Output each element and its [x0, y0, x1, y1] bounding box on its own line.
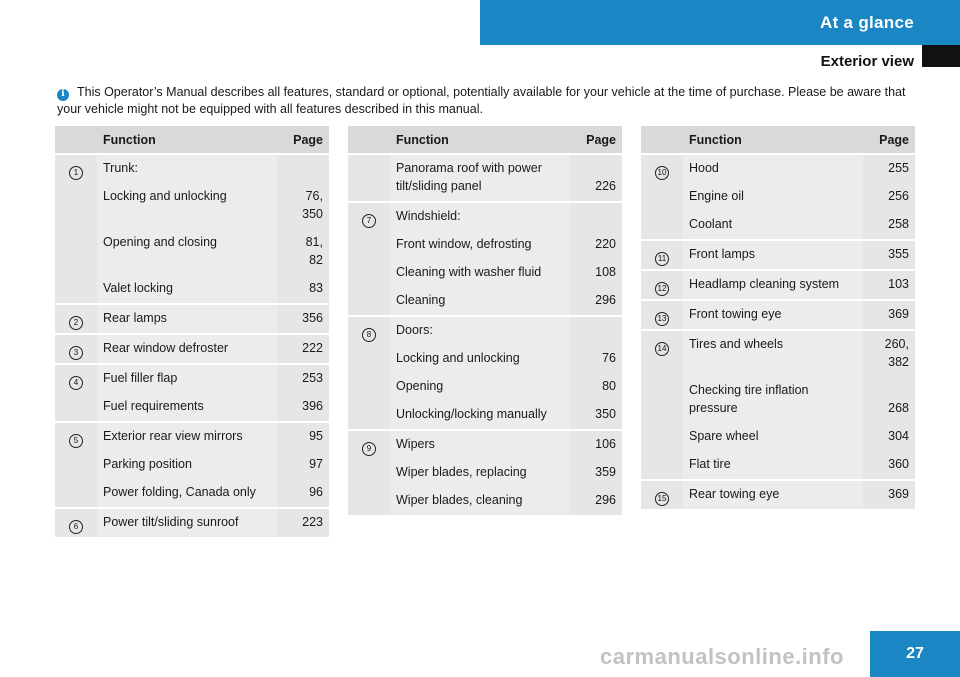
function-entry [97, 335, 277, 363]
header-function: Function [97, 126, 277, 154]
function-cell [97, 364, 277, 422]
table-row [348, 430, 622, 516]
page-ref: 253 [302, 371, 323, 385]
function-entry [683, 211, 863, 239]
header-page: Page [277, 126, 329, 154]
item-number-badge: 12 [655, 282, 669, 296]
item-number-cell [55, 508, 97, 538]
table-row [55, 334, 329, 364]
page-ref: 360 [888, 457, 909, 471]
function-entry [683, 481, 863, 509]
function-cell [683, 480, 863, 510]
function-text: Opening and closing [103, 235, 217, 249]
function-cell [683, 300, 863, 330]
function-entry [390, 401, 570, 429]
item-number-badge: 1 [69, 166, 83, 180]
function-table-3 [641, 126, 915, 511]
table-row [641, 240, 915, 270]
table-row [641, 154, 915, 240]
function-text: Front lamps [689, 247, 755, 261]
page-ref: 369 [888, 307, 909, 321]
function-entry [683, 271, 863, 299]
section-title: At a glance [820, 12, 914, 32]
page-ref: 260, 382 [884, 337, 909, 369]
page-cell [570, 316, 622, 430]
page-ref: 268 [888, 401, 909, 415]
page-cell [863, 480, 915, 510]
function-entry [97, 451, 277, 479]
header-page: Page [570, 126, 622, 154]
function-text: Headlamp cleaning system [689, 277, 840, 291]
function-text: Tires and wheels [689, 337, 784, 351]
function-text: Opening [396, 379, 444, 393]
function-entry [390, 373, 570, 401]
function-text: Wiper blades, replacing [396, 465, 527, 479]
function-text: Fuel filler flap [103, 371, 178, 385]
page-ref: 296 [595, 493, 616, 507]
function-entry [390, 259, 570, 287]
item-number-badge: 3 [69, 346, 83, 360]
function-text: Flat tire [689, 457, 731, 471]
function-entry [97, 393, 277, 421]
function-text: Unlocking/locking manually [396, 407, 547, 421]
header-num-cell [641, 126, 683, 154]
table-header-row [641, 126, 915, 154]
page-ref: 296 [595, 293, 616, 307]
page-ref: 220 [595, 237, 616, 251]
table-row [641, 330, 915, 480]
function-cell [97, 334, 277, 364]
function-text: Front towing eye [689, 307, 782, 321]
item-number-badge: 8 [362, 328, 376, 342]
function-text: Exterior rear view mirrors [103, 429, 243, 443]
header-num-cell [55, 126, 97, 154]
table-row [641, 270, 915, 300]
page-ref: 350 [595, 407, 616, 421]
function-entry [97, 479, 277, 507]
function-entry [390, 345, 570, 373]
item-number-badge: 11 [655, 252, 669, 266]
page-ref: 222 [302, 341, 323, 355]
item-number-badge: 4 [69, 376, 83, 390]
page-ref: 83 [309, 281, 323, 295]
function-text: Cleaning [396, 293, 446, 307]
item-number-badge: 7 [362, 214, 376, 228]
function-table-1 [55, 126, 329, 539]
function-cell [683, 330, 863, 480]
function-cell [97, 508, 277, 538]
item-number-badge: 6 [69, 520, 83, 534]
page-number-text: 27 [906, 645, 924, 662]
function-entry [683, 155, 863, 183]
page-cell [863, 330, 915, 480]
function-text: Doors: [396, 323, 433, 337]
page-ref: 256 [888, 189, 909, 203]
table-row [641, 300, 915, 330]
function-entry [683, 377, 863, 423]
page-cell [863, 300, 915, 330]
function-entry [390, 317, 570, 345]
page-ref: 223 [302, 515, 323, 529]
item-number-badge: 13 [655, 312, 669, 326]
page-cell [570, 202, 622, 316]
function-text: Trunk: [103, 161, 138, 175]
page-cell [570, 154, 622, 202]
page-ref: 355 [888, 247, 909, 261]
function-text: Power tilt/sliding sunroof [103, 515, 239, 529]
item-number-cell [55, 422, 97, 508]
function-entry [97, 509, 277, 537]
page-ref: 359 [595, 465, 616, 479]
item-number-cell [55, 364, 97, 422]
function-text: Valet locking [103, 281, 173, 295]
item-number-cell [641, 330, 683, 480]
function-cell [683, 270, 863, 300]
function-text: Engine oil [689, 189, 744, 203]
item-number-badge: 2 [69, 316, 83, 330]
table-header-row [55, 126, 329, 154]
item-number-badge: 15 [655, 492, 669, 506]
function-text: Locking and unlocking [396, 351, 520, 365]
table-header-row [348, 126, 622, 154]
item-number-cell [348, 430, 390, 516]
page-ref: 226 [595, 179, 616, 193]
page-ref: 369 [888, 487, 909, 501]
item-number-cell [55, 154, 97, 304]
function-entry [97, 155, 277, 183]
function-text: Panorama roof with power tilt/sliding panel [396, 161, 542, 193]
page-ref: 106 [595, 437, 616, 451]
function-entry [390, 287, 570, 315]
info-icon: i [57, 89, 69, 101]
page-ref [277, 155, 329, 183]
section-header [480, 0, 960, 45]
function-text: Rear towing eye [689, 487, 780, 501]
header-function: Function [390, 126, 570, 154]
table-row [55, 364, 329, 422]
function-entry [683, 331, 863, 377]
info-note [57, 84, 917, 118]
page-ref: 76 [602, 351, 616, 365]
item-number-badge: 5 [69, 434, 83, 448]
function-entry [97, 365, 277, 393]
page-ref: 356 [302, 311, 323, 325]
function-text: Locking and unlocking [103, 189, 227, 203]
table-row [348, 316, 622, 430]
page-cell [277, 334, 329, 364]
item-number-cell [348, 202, 390, 316]
page-cell [570, 430, 622, 516]
page-number [870, 631, 960, 677]
page-ref [570, 203, 622, 231]
page-ref: 76, 350 [302, 189, 323, 221]
item-number-cell [641, 240, 683, 270]
function-entry [683, 183, 863, 211]
page-ref: 80 [602, 379, 616, 393]
function-entry [390, 459, 570, 487]
function-entry [97, 423, 277, 451]
page-ref [570, 317, 622, 345]
page-cell [277, 508, 329, 538]
function-entry [390, 231, 570, 259]
function-cell [390, 154, 570, 202]
function-text: Power folding, Canada only [103, 485, 256, 499]
function-entry [97, 229, 277, 275]
function-entry [97, 275, 277, 303]
function-text: Cleaning with washer fluid [396, 265, 542, 279]
function-cell [683, 154, 863, 240]
page-ref: 304 [888, 429, 909, 443]
function-entry [683, 423, 863, 451]
item-number-cell [348, 154, 390, 202]
page-cell [277, 364, 329, 422]
function-text: Coolant [689, 217, 733, 231]
function-text: Checking tire inflation pressure [689, 383, 809, 415]
function-cell [683, 240, 863, 270]
info-note-text: This Operator’s Manual describes all features, standard or optional, potentially available for your vehicle at the time of purchase. Please be aware that your vehicle might not be equipped with all features described in this manual. [57, 85, 906, 116]
table-row [55, 304, 329, 334]
function-text: Wipers [396, 437, 435, 451]
header-page: Page [863, 126, 915, 154]
function-text: Windshield: [396, 209, 461, 223]
function-text: Hood [689, 161, 719, 175]
item-number-cell [55, 334, 97, 364]
function-table-2 [348, 126, 622, 517]
page-ref: 95 [309, 429, 323, 443]
function-entry [390, 487, 570, 515]
header-num-cell [348, 126, 390, 154]
table-row [348, 154, 622, 202]
header-function: Function [683, 126, 863, 154]
item-number-cell [348, 316, 390, 430]
item-number-cell [641, 300, 683, 330]
function-cell [97, 154, 277, 304]
item-number-badge: 9 [362, 442, 376, 456]
function-cell [390, 316, 570, 430]
page-ref: 97 [309, 457, 323, 471]
page-ref: 255 [888, 161, 909, 175]
function-text: Spare wheel [689, 429, 759, 443]
item-number-cell [55, 304, 97, 334]
page-cell [863, 270, 915, 300]
item-number-cell [641, 480, 683, 510]
function-text: Fuel requirements [103, 399, 204, 413]
function-entry [683, 241, 863, 269]
function-text: Parking position [103, 457, 192, 471]
function-text: Rear lamps [103, 311, 167, 325]
function-entry [390, 203, 570, 231]
table-row [348, 202, 622, 316]
function-cell [97, 304, 277, 334]
page-subtitle: Exterior view [820, 53, 914, 70]
table-row [641, 480, 915, 510]
function-entry [390, 431, 570, 459]
page-cell [277, 154, 329, 304]
page-ref: 108 [595, 265, 616, 279]
function-text: Front window, defrosting [396, 237, 532, 251]
page-ref: 81, 82 [305, 235, 323, 267]
function-entry [683, 301, 863, 329]
page-ref: 103 [888, 277, 909, 291]
item-number-cell [641, 270, 683, 300]
page-ref: 96 [309, 485, 323, 499]
page-cell [863, 240, 915, 270]
watermark: carmanualsonline.info [600, 644, 844, 669]
function-entry [683, 451, 863, 479]
corner-tab [922, 45, 960, 67]
page-cell [863, 154, 915, 240]
item-number-cell [641, 154, 683, 240]
function-cell [390, 430, 570, 516]
page-ref: 396 [302, 399, 323, 413]
page-ref: 258 [888, 217, 909, 231]
page-cell [277, 422, 329, 508]
function-entry [97, 305, 277, 333]
table-row [55, 508, 329, 538]
function-cell [97, 422, 277, 508]
function-entry [97, 183, 277, 229]
table-row [55, 422, 329, 508]
function-entry [390, 155, 570, 201]
item-number-badge: 14 [655, 342, 669, 356]
table-row [55, 154, 329, 304]
page-cell [277, 304, 329, 334]
item-number-badge: 10 [655, 166, 669, 180]
function-cell [390, 202, 570, 316]
function-text: Wiper blades, cleaning [396, 493, 523, 507]
function-text: Rear window defroster [103, 341, 229, 355]
